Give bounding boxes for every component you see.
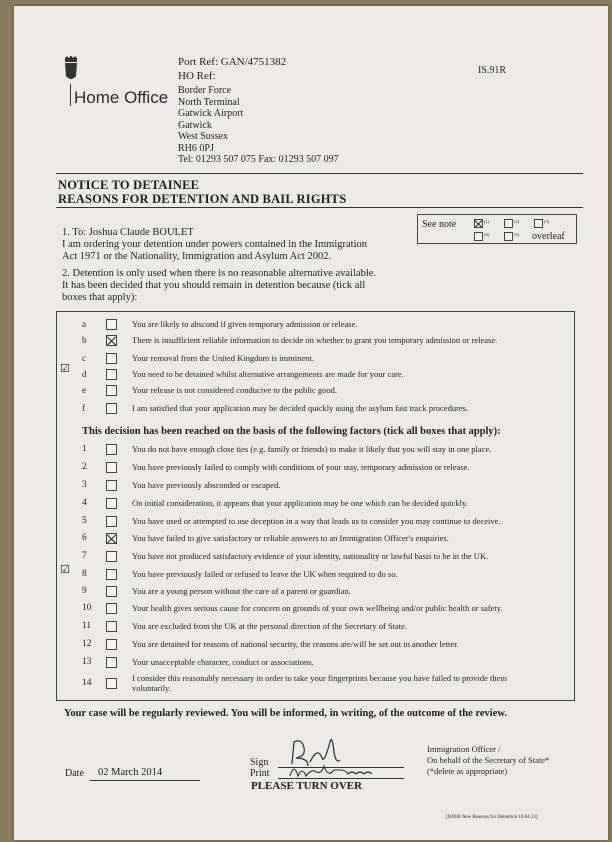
note-5-checkbox[interactable] [504,232,513,241]
note-2-checkbox[interactable] [504,219,513,228]
factors-section-tick[interactable]: ☑ [60,564,70,576]
section2-line2: It has been decided that you should remain in detention because (tick all [62,280,366,291]
factor-text: You have previously failed to comply with conditions of your stay, temporary admission or release. [132,462,470,472]
reason-letter: d [82,369,87,379]
print-label: Print [250,768,270,779]
title-line2: REASONS FOR DETENTION AND BAIL RIGHTS [58,192,347,206]
reason-letter: c [82,353,86,363]
factor-12-checkbox[interactable] [106,639,117,650]
factors-heading: This decision has been reached on the basis of the following factors (tick all boxes that apply): [82,426,501,437]
reason-c-checkbox[interactable] [106,353,117,364]
reason-e-checkbox[interactable] [106,385,117,396]
factor-text: On initial consideration, it appears that your application may be one which can be decided quickly. [132,498,468,508]
factor-text: You are detained for reasons of national security, the reasons are/will be set out in another letter. [132,639,459,649]
factor-text: Your unacceptable character, conduct or associations. [132,657,314,667]
see-note-label: See note [422,219,457,230]
factor-number: 4 [82,498,87,508]
factor-10-checkbox[interactable] [106,603,117,614]
factor-number: 7 [82,551,87,561]
address-line: Gatwick [178,119,212,131]
logo-text: Home Office [74,88,169,107]
factor-3-checkbox[interactable] [106,480,117,491]
factor-7-checkbox[interactable] [106,551,117,562]
section2-line3: boxes that apply): [62,292,138,303]
reason-letter: f [82,403,85,413]
address-line: West Sussex [178,131,229,142]
title-line1: NOTICE TO DETAINEE [58,178,200,192]
factor-2-checkbox[interactable] [106,462,117,473]
factor-1-checkbox[interactable] [106,444,117,455]
factor-number: 9 [82,586,87,596]
reason-text: Your removal from the United Kingdom is imminent. [132,353,314,363]
factor-number: 10 [82,603,92,613]
factor-text: You are excluded from the UK at the personal direction of the Secretary of State. [132,621,408,631]
factor-text: I consider this reasonably necessary in order to take your fingerprints because you have failed to provide them [132,673,508,683]
factor-number: 6 [82,533,87,543]
factor-text-continued: voluntarily. [132,683,171,693]
note-4-label: (4) [484,232,490,237]
factor-text: You have not produced satisfactory evidence of your identity, nationality or lawful basis to be in the UK. [132,551,489,561]
officer-signature-image [282,722,392,784]
turn-over-notice: PLEASE TURN OVER [251,780,363,792]
reason-letter: b [82,335,87,345]
factor-11-checkbox[interactable] [106,621,117,632]
note-5-label: (5) [514,232,520,237]
factor-text: You have used or attempted to use deception in a way that leads us to consider you may continue to deceive. [132,516,501,526]
factor-14-checkbox[interactable] [106,678,117,689]
factor-number: 12 [82,639,92,649]
port-ref: Port Ref: GAN/4751382 [178,56,287,68]
addressee: 1. To: Joshua Claude BOULET [62,227,194,238]
see-note-box [417,214,577,244]
date-label: Date [65,768,84,779]
address-line: North Terminal [178,96,240,108]
officer-line1: Immigration Officer / [427,744,501,754]
factor-number: 8 [82,569,87,579]
factor-number: 14 [82,678,92,688]
note-4-checkbox[interactable] [474,232,483,241]
reason-d-checkbox[interactable] [106,369,117,380]
factor-text: Your health gives serious cause for concern on grounds of your own wellbeing and/or public health or safety. [132,603,503,613]
reason-text: You need to be detained whilst alternative arrangements are made for your care. [132,369,404,379]
reason-letter: e [82,385,86,395]
review-statement: Your case will be regularly reviewed. You will be informed, in writing, of the outcome of the review. [64,708,507,719]
address-block [178,85,339,166]
note-3-label: (3) [544,219,550,224]
reason-f-checkbox[interactable] [106,403,117,414]
factor-text: You are a young person without the care of a parent or guardian. [132,586,351,596]
note-3-checkbox[interactable] [534,219,543,228]
note-1-label: (1) [484,219,490,224]
address-line: Tel: 01293 507 075 Fax: 01293 507 097 [178,154,339,165]
factor-number: 1 [82,444,87,454]
form-code: IS.91R [478,65,507,76]
factor-text: You have previously absconded or escaped. [132,480,281,490]
address-line: RH6 0PJ [178,142,214,154]
section1-line2: Act 1971 or the Nationality, Immigration and Asylum Act 2002. [62,251,332,262]
reason-text: I am satisfied that your application may be decided quickly using the asylum fast track procedures. [132,403,469,413]
date-value: 02 March 2014 [98,767,163,778]
factor-number: 13 [82,657,92,667]
note-1-checkbox[interactable] [474,219,483,228]
reason-a-checkbox[interactable] [106,319,117,330]
factor-number: 11 [82,621,92,631]
reason-b-checkbox[interactable] [106,335,117,346]
factor-8-checkbox[interactable] [106,569,117,580]
address-line: Border Force [178,85,232,96]
officer-line2: On behalf of the Secretary of State* [427,755,550,765]
sign-label: Sign [250,757,269,768]
form-reference: [IS91R New Reasons for Detention 10.04.13] [446,815,538,820]
address-line: Gatwick Airport [178,108,244,119]
ho-ref: HO Ref: [178,70,216,82]
factor-number: 3 [82,480,87,490]
factor-9-checkbox[interactable] [106,586,117,597]
reasons-section-tick[interactable]: ☑ [60,363,70,375]
factor-text: You have failed to give satisfactory or reliable answers to an Immigration Officer's enquiries. [132,533,449,543]
reason-text: Your release is not considered conducive to the public good. [132,385,337,395]
date-rule [90,780,200,781]
reason-letter: a [82,319,86,329]
factor-4-checkbox[interactable] [106,498,117,509]
reason-text: There is insufficient reliable information to decide on whether to grant you temporary admission or release. [132,335,498,345]
factor-number: 2 [82,462,87,472]
factor-13-checkbox[interactable] [106,657,117,668]
title-top-rule [56,173,583,174]
reason-text: You are likely to abscond if given temporary admission or release. [132,319,358,329]
factor-text: You do not have enough close ties (e.g. family or friends) to make it likely that you will stay in one place. [132,444,492,454]
logo-bar [70,84,71,106]
overleaf-label: overleaf [532,231,565,242]
title-bottom-rule [56,207,583,208]
section1-line1: I am ordering your detention under powers contained in the Immigration [62,239,367,250]
factor-number: 5 [82,516,87,526]
factor-6-checkbox[interactable] [106,533,117,544]
section2-line1: 2. Detention is only used when there is no reasonable alternative available. [62,268,377,279]
note-2-label: (2) [514,219,520,224]
factor-5-checkbox[interactable] [106,516,117,527]
factor-text: You have previously failed or refused to leave the UK when required to do so. [132,569,398,579]
officer-line3: (*delete as appropriate) [427,766,508,776]
